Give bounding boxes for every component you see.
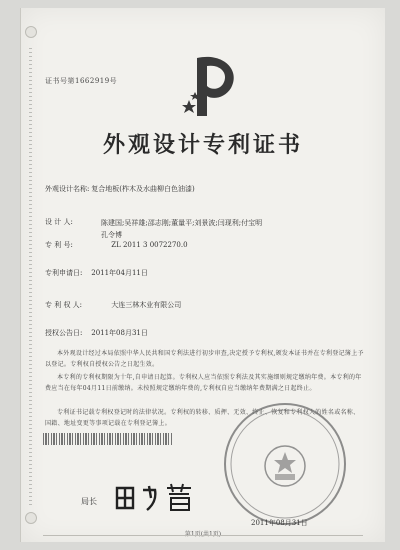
page-footer	[21, 529, 385, 538]
designers-line: 孔令博	[101, 231, 122, 239]
security-strip	[29, 48, 32, 508]
paragraph: 本外观设计经过本局依照中华人民共和国专利法进行初步审查,决定授予专利权,颁发本证书并在专利登记簿上予以登记。专利权自授权公告之日起生效。	[45, 350, 364, 368]
national-ip-office-seal-icon	[221, 400, 349, 528]
patentee-label: 专 利 权 人:	[45, 301, 83, 309]
certificate-number: 证书号第1662919号	[45, 77, 118, 85]
design-name-label: 外观设计名称:	[45, 185, 90, 193]
design-name-row	[45, 184, 195, 194]
filing-date-value: 2011年04月11日	[91, 269, 148, 277]
filing-date-row	[45, 268, 148, 278]
patent-no-label: 专 利 号:	[45, 241, 73, 249]
patent-office-emblem-icon	[179, 50, 243, 122]
director-signature	[111, 480, 201, 514]
paragraph: 本专利的专利权期限为十年,自申请日起算。专利权人应当依照专利法及其实施细则规定缴纳年费。本专利的年费应当在每年04月11日前缴纳。未按照规定缴纳年费的,专利权自应当缴纳年费期满之日起终止。	[45, 374, 362, 392]
designer-label: 设 计 人:	[45, 218, 73, 226]
patentee-value: 大连三林木业有限公司	[111, 301, 182, 309]
barcode	[43, 433, 173, 445]
design-name-value: 复合地板(柞木及水曲柳白色油漆)	[91, 185, 195, 193]
grant-date-row	[45, 328, 148, 338]
director-label: 局长	[81, 497, 97, 506]
designers-line: 陈建国;吴祥雄;邵志刚;董量平;刘景波;闫现利;付宝明	[101, 219, 263, 227]
paragraph: 专利证书记载专利权登记时的法律状况。专利权的转移、质押、无效、终止、恢复和专利权人的姓名或名称、国籍、地址变更等事项记载在专利登记簿上。	[45, 409, 360, 427]
grant-date-value: 2011年08月31日	[91, 329, 148, 337]
certificate-title: 外观设计专利证书	[102, 132, 303, 158]
seal-date: 2011年08月31日	[251, 519, 308, 527]
footer-divider	[43, 535, 363, 536]
grant-date-label: 授权公告日:	[45, 329, 83, 337]
patent-no-value: ZL 2011 3 0072270.0	[111, 241, 188, 249]
punch-hole	[25, 512, 37, 524]
patent-no-row	[45, 240, 188, 250]
certificate-page	[20, 8, 385, 542]
designers-value	[101, 217, 341, 241]
filing-date-label: 专利申请日:	[45, 269, 83, 277]
patentee-row	[45, 300, 181, 310]
punch-hole	[25, 26, 37, 38]
designer-label-row	[45, 217, 89, 227]
